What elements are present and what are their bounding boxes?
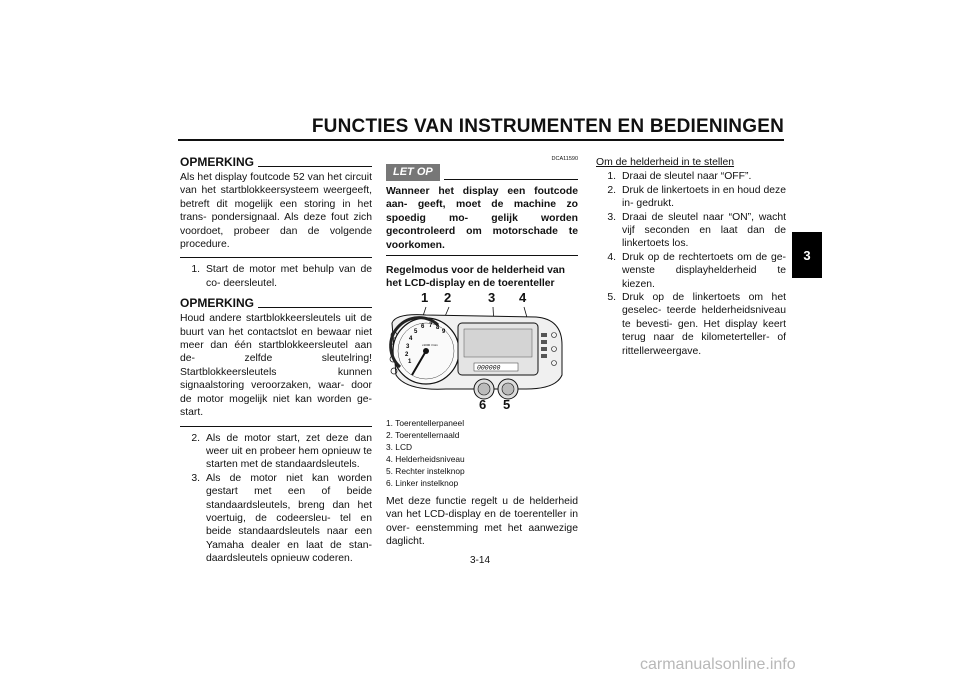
- step-number: 2.: [607, 184, 616, 196]
- step-item: [596, 291, 786, 358]
- dial-mark: 9: [442, 328, 446, 335]
- dial-mark: 4: [409, 335, 413, 342]
- legend-item: 5. Rechter instelknop: [386, 465, 465, 476]
- step-text: Druk op de rechtertoets om de ge- wenste displayhelderheid te kiezen.: [622, 251, 786, 290]
- caution-heading: [386, 164, 578, 181]
- right-column: [596, 156, 786, 358]
- note-body: Houd andere startblokkeersleutels uit de buurt van het contactslot en bewaar niet meer dan één startblokkeersleutel aan de- zelfde sleutelring! Startblokkeersleutels kunnen signaalstoring veroorzaken, waar- door de motor mogelijk niet kan worden ge- start.: [180, 313, 372, 419]
- step-number: 2.: [191, 432, 200, 444]
- callout-number: 4: [519, 289, 527, 305]
- step-number: 3.: [191, 472, 200, 484]
- caution-end-rule: [386, 255, 578, 256]
- page-title: FUNCTIES VAN INSTRUMENTEN EN BEDIENINGEN: [311, 116, 784, 137]
- callout-number: 1: [421, 289, 429, 305]
- body-paragraph: Met deze functie regelt u de helderheid van het LCD-display en de toerenteller in over- eenstemming met het aanwezige daglicht.: [386, 495, 578, 548]
- watermark: carmanualsonline.info: [640, 656, 796, 673]
- callout-number: 5: [503, 396, 511, 412]
- dial-mark: 2: [405, 351, 409, 358]
- middle-column: [386, 156, 578, 548]
- step-number: 1.: [607, 171, 616, 183]
- callout-number: 6: [479, 396, 487, 412]
- legend-item: 4. Helderheidsniveau: [386, 453, 465, 464]
- dial-mark: 3: [406, 343, 410, 350]
- caution-heading-rule: [444, 179, 578, 180]
- step-item: [180, 432, 372, 472]
- note-end-rule: [180, 426, 372, 427]
- header-rule: [178, 139, 784, 141]
- dial-mark: 7: [429, 322, 433, 329]
- chapter-tab: 3: [792, 232, 822, 278]
- step-item: [596, 211, 786, 251]
- legend-item: 3. LCD: [386, 441, 413, 452]
- step-item: [180, 263, 372, 290]
- callout-number: 2: [444, 289, 452, 305]
- note-heading-label: OPMERKING: [180, 155, 255, 169]
- note-heading: [180, 297, 372, 309]
- legend-item: 6. Linker instelknop: [386, 477, 459, 488]
- note-heading-rule: [258, 166, 372, 167]
- callout-number: 3: [488, 289, 496, 305]
- step-text: Draai de sleutel naar “ON”, wacht vijf seconden en laat dan de linkertoets los.: [622, 211, 786, 250]
- note-heading-label: OPMERKING: [180, 296, 255, 311]
- note-heading-rule: [258, 307, 372, 308]
- instrument-figure: [386, 289, 578, 413]
- dial-mark: 5: [414, 328, 418, 335]
- step-number: 3.: [607, 211, 616, 223]
- note-body: Als het display foutcode 52 van het circuit van het startblokkeersysteem weergeeft, betreft dit mogelijk een storing in het trans- pondersignaal. Als deze fout zich voordoet, probeer dan de volgende procedure.: [180, 172, 372, 251]
- step-item: [596, 251, 786, 291]
- note-end-rule: [180, 257, 372, 258]
- dial-mark: 1: [408, 358, 412, 365]
- legend-item: 1. Toerentellerpaneel: [386, 417, 465, 428]
- step-item: [180, 472, 372, 566]
- step-item: [596, 184, 786, 211]
- note-heading: [180, 156, 372, 168]
- step-text: Start de motor met behulp van de co- deersleutel.: [206, 264, 372, 289]
- figure-legend: [386, 417, 578, 489]
- step-text: Druk de linkertoets in en houd deze in- gedrukt.: [622, 184, 786, 210]
- caution-badge: LET OP: [386, 164, 440, 181]
- step-number: 5.: [607, 292, 616, 304]
- left-column: [180, 156, 372, 566]
- section-heading: Regelmodus voor de helderheid van het LCD-display en de toerenteller: [386, 265, 565, 290]
- step-text: Als de motor start, zet deze dan weer uit en probeer hem opnieuw te starten met de standaardsleutels.: [206, 432, 372, 471]
- dial-unit: x1000 r/min: [422, 342, 438, 347]
- caution-code: DCA11590: [551, 156, 578, 162]
- legend-item: 2. Toerentellernaald: [386, 429, 460, 440]
- step-text: Draai de sleutel naar “OFF”.: [622, 171, 752, 183]
- section-subheading: Om de helderheid in te stellen: [596, 157, 735, 168]
- instrument-panel-drawing: [386, 305, 578, 405]
- step-text: Als de motor niet kan worden gestart met een of beide standaardsleutels, breng dan het voertuig, de codeersleu- tel en beide standaardsleutels naar een Yamaha dealer en laat de stan- daardsleutels opnieuw coderen.: [206, 472, 372, 565]
- step-item: [596, 170, 786, 183]
- odometer-readout: 000000: [477, 364, 501, 372]
- step-number: 1.: [191, 264, 200, 276]
- dial-mark: 6: [421, 323, 425, 330]
- step-text: Druk op de linkertoets om het geselec- teerde helderheidsniveau te bevesti- gen. Het display keert terug naar de kilometerteller- of rittellerweergave.: [622, 292, 786, 357]
- step-number: 4.: [607, 251, 616, 263]
- dial-mark: 8: [436, 324, 440, 331]
- page-number: 3-14: [469, 555, 490, 566]
- caution-body: Wanneer het display een foutcode aan- geeft, moet de machine zo spoedig mo- gelijk worden gecontroleerd om motorschade te voorkomen.: [386, 186, 578, 251]
